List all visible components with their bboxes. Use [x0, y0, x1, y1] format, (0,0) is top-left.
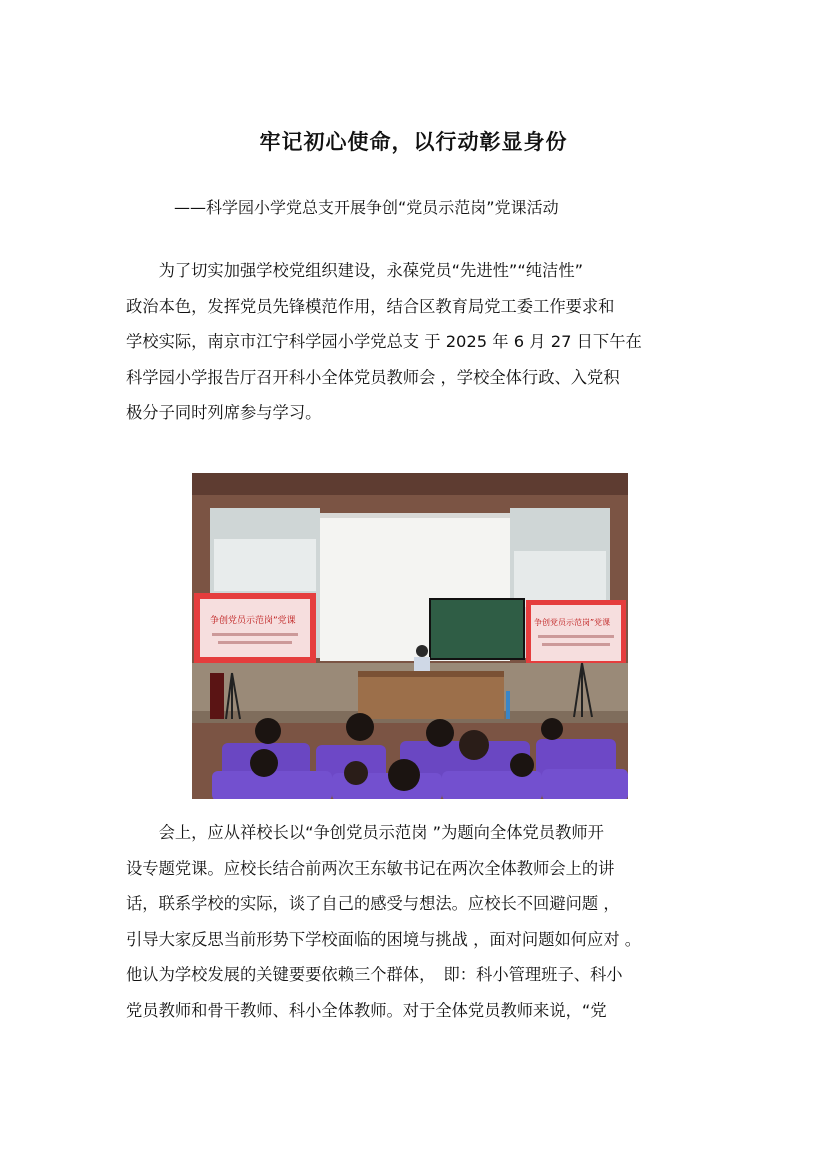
paragraph-lecture: [126, 815, 716, 1028]
paragraph-line: 学校实际，南京市江宁科学园小学党总支 于 2025 年 6 月 27 日下午在: [126, 332, 642, 351]
paragraph-line: 引导大家反思当前形势下学校面临的困境与挑战 ，面对问题如何应对 。: [126, 929, 642, 949]
document-title: 牢记初心使命，以行动彰显身份: [259, 130, 568, 154]
paragraph-line: 他认为学校发展的关键要要依赖三个群体， 即：科小管理班子、科小: [126, 965, 623, 984]
right-screen-text: 争创党员示范岗”党课: [534, 618, 611, 627]
paragraph-line: 为了切实加强学校党组织建设，永葆党员“先进性”“纯洁性”: [126, 261, 584, 280]
paragraph-line: 极分子同时列席参与学习。: [126, 403, 322, 422]
paragraph-intro: [126, 253, 716, 431]
paragraph-line: 会上，应从祥校长以“争创党员示范岗 ”为题向全体党员教师开: [126, 823, 604, 842]
paragraph-line: 设专题党课。应校长结合前两次王东敏书记在两次全体教师会上的讲: [126, 858, 615, 878]
paragraph-line: 话，联系学校的实际，谈了自己的感受与想法。应校长不回避问题 ，: [126, 894, 620, 913]
meeting-photo: [192, 473, 628, 799]
paragraph-line: 科学园小学报告厅召开科小全体党员教师会 ，学校全体行政、入党积: [126, 367, 620, 387]
document-subtitle: ——科学园小学党总支开展争创“党员示范岗”党课活动: [174, 198, 559, 217]
paragraph-line: 党员教师和骨干教师、科小全体教师。对于全体党员教师来说，“党: [126, 1000, 607, 1020]
paragraph-line: 政治本色，发挥党员先锋模范作用，结合区教育局党工委工作要求和: [126, 296, 615, 316]
left-screen-text: 争创党员示范岗”党课: [210, 616, 296, 626]
